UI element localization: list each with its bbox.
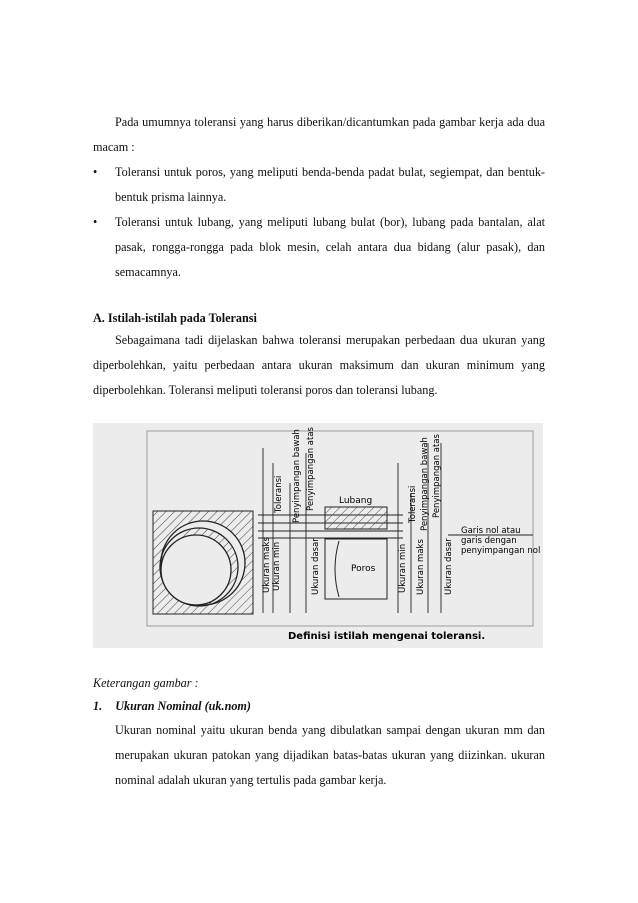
item-1-title: Ukuran Nominal (uk.nom) (115, 699, 251, 713)
label-garis-nol-3: penyimpangan nol (461, 546, 541, 556)
item-1-number: 1. (93, 699, 103, 713)
keterangan-label: Keterangan gambar : (93, 676, 199, 690)
label-peny-atas-left: Penyimpangan atas (306, 427, 316, 511)
label-garis-nol-1: Garis nol atau (461, 526, 521, 536)
section-a-heading: A. Istilah-istilah pada Toleransi (93, 311, 257, 325)
bullet-item-poros (93, 160, 545, 210)
label-ukuran-min-right: Ukuran min (398, 543, 408, 593)
label-ukuran-dasar-right: Ukuran dasar (444, 538, 454, 595)
label-poros: Poros (351, 564, 376, 574)
tolerance-diagram (93, 423, 543, 648)
section-a-paragraph: Sebagaimana tadi dijelaskan bahwa toleransi merupakan perbedaan dua ukuran yang diperbolehkan, yaitu perbedaan antara ukuran maksimum dan ukuran minimum yang diperbolehkan. Toleransi meliputi toleransi poros dan toleransi lubang. (93, 333, 545, 397)
bullet-symbol: • (93, 215, 98, 229)
label-peny-bawah-right: Penyimpangan bawah (420, 437, 430, 531)
intro-paragraph: Pada umumnya toleransi yang harus diberikan/dicantumkan pada gambar kerja ada dua macam : (93, 115, 545, 154)
bullet-text: Toleransi untuk lubang, yang meliputi lubang bulat (bor), lubang pada bantalan, alat pasak, rongga-rongga pada blok mesin, celah antara dua bidang (alur pasak), dan semacamnya. (115, 215, 545, 279)
label-lubang: Lubang (339, 496, 373, 506)
figure-caption: Definisi istilah mengenai toleransi. (288, 631, 486, 642)
bullet-item-lubang (93, 210, 545, 285)
tolerance-figure (93, 423, 543, 648)
item-1-heading (93, 699, 251, 714)
label-ukuran-maks-left: Ukuran maks (262, 537, 272, 593)
label-peny-atas-right: Penyimpangan atas (432, 434, 442, 518)
label-garis-nol-2: garis dengan (461, 536, 517, 546)
hole-block (325, 507, 387, 529)
label-toleransi-left: Toleransi (274, 475, 284, 513)
label-peny-bawah-left: Penyimpangan bawah (292, 429, 302, 523)
shaft-hole-cross-section (153, 511, 253, 614)
label-ukuran-maks-right: Ukuran maks (416, 539, 426, 595)
bullet-symbol: • (93, 165, 98, 179)
label-toleransi-right: Toleransi (408, 485, 418, 523)
label-ukuran-min-left: Ukuran min (272, 541, 282, 591)
bullet-text: Toleransi untuk poros, yang meliputi benda-benda padat bulat, segiempat, dan bentuk-bentuk prisma lainnya. (115, 165, 545, 204)
label-ukuran-dasar-left: Ukuran dasar (311, 538, 321, 595)
item-1-text: Ukuran nominal yaitu ukuran benda yang dibulatkan sampai dengan ukuran mm dan merupakan ukuran patokan yang dijadikan batas-batas ukuran yang diizinkan. ukuran nominal adalah ukuran yang tertulis pada gambar kerja. (115, 723, 545, 787)
